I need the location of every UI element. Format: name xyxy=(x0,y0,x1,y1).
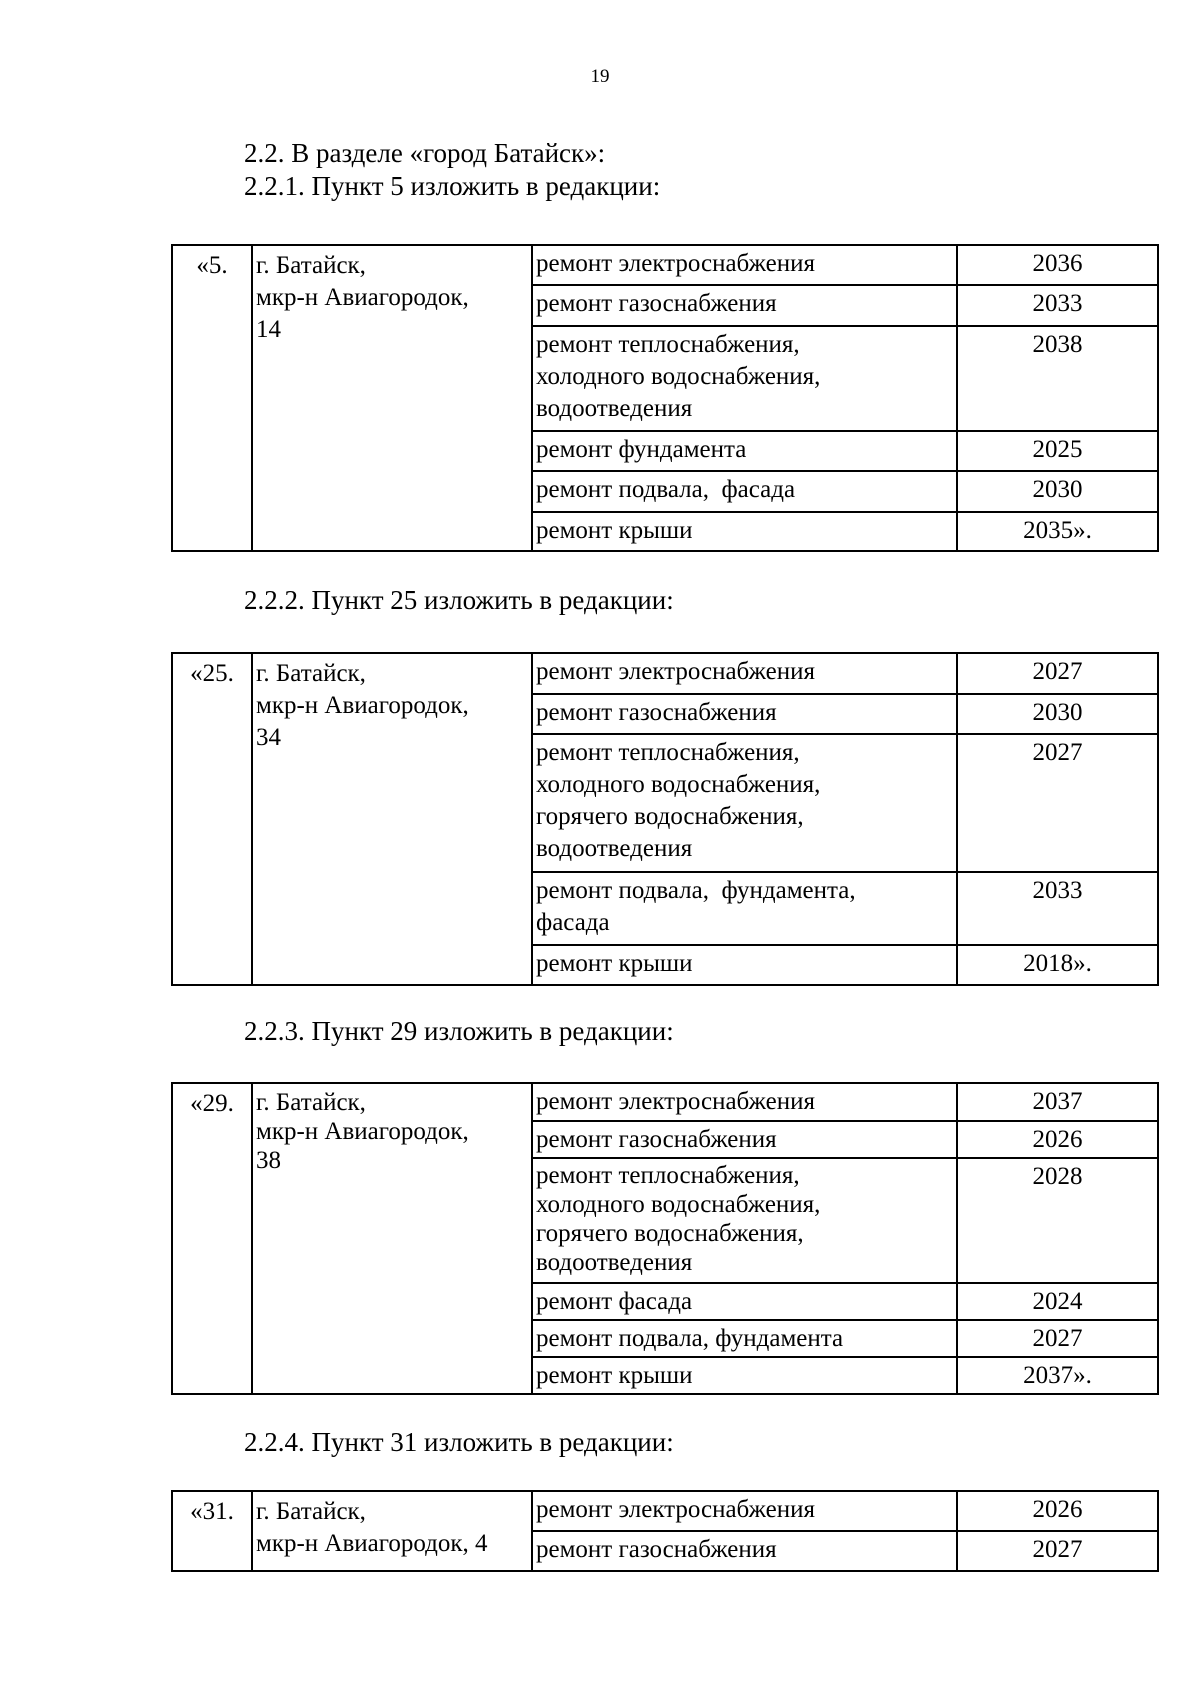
year: 2030 xyxy=(957,471,1158,512)
work-type xyxy=(532,872,957,945)
address-line: мкр-н Авиагородок, xyxy=(256,1118,469,1145)
address-cell xyxy=(252,1491,532,1571)
work-type: ремонт электроснабжения xyxy=(532,1491,957,1531)
year: 2027 xyxy=(957,1320,1158,1357)
work-type: ремонт электроснабжения xyxy=(532,245,957,285)
work-type: ремонт газоснабжения xyxy=(532,1121,957,1158)
section-heading: 2.2. В разделе «город Батайск»: xyxy=(244,138,606,168)
table-row xyxy=(172,653,1158,694)
address-line: г. Батайск, xyxy=(256,252,366,279)
address-line: мкр-н Авиагородок, xyxy=(256,284,469,311)
year: 2026 xyxy=(957,1491,1158,1531)
address-line: г. Батайск, xyxy=(256,1089,366,1116)
instruction-31: 2.2.4. Пункт 31 изложить в редакции: xyxy=(244,1427,674,1457)
work-line: водоотведения xyxy=(536,395,693,422)
page-number: 19 xyxy=(590,66,610,87)
work-line: фасада xyxy=(536,909,610,936)
table-row xyxy=(172,1491,1158,1531)
year: 2030 xyxy=(957,694,1158,734)
address-line: г. Батайск, xyxy=(256,1498,366,1525)
instruction-5: 2.2.1. Пункт 5 изложить в редакции: xyxy=(244,171,661,201)
work-type: ремонт газоснабжения xyxy=(532,1531,957,1571)
item-number: «5. xyxy=(172,245,252,551)
address-line: мкр-н Авиагородок, xyxy=(256,692,469,719)
year: 2027 xyxy=(957,1531,1158,1571)
work-type xyxy=(532,326,957,431)
work-type: ремонт фундамента xyxy=(532,431,957,471)
work-type: ремонт газоснабжения xyxy=(532,285,957,326)
work-line: водоотведения xyxy=(536,835,693,862)
year: 2028 xyxy=(957,1158,1158,1283)
address-cell xyxy=(252,653,532,985)
work-line: ремонт теплоснабжения, xyxy=(536,1162,800,1189)
work-type: ремонт подвала, фундамента xyxy=(532,1320,957,1357)
address-cell xyxy=(252,1083,532,1394)
year: 2026 xyxy=(957,1121,1158,1158)
year: 2033 xyxy=(957,285,1158,326)
year: 2024 xyxy=(957,1283,1158,1320)
work-type xyxy=(532,734,957,872)
year: 2035». xyxy=(957,512,1158,551)
year: 2027 xyxy=(957,734,1158,872)
year: 2027 xyxy=(957,653,1158,694)
year: 2037 xyxy=(957,1083,1158,1121)
work-type: ремонт крыши xyxy=(532,945,957,985)
instruction-25: 2.2.2. Пункт 25 изложить в редакции: xyxy=(244,585,674,615)
table-row xyxy=(172,245,1158,285)
year: 2033 xyxy=(957,872,1158,945)
work-line: холодного водоснабжения, xyxy=(536,363,821,390)
table-row xyxy=(172,1083,1158,1121)
work-line: холодного водоснабжения, xyxy=(536,771,821,798)
year: 2018». xyxy=(957,945,1158,985)
table-item-25 xyxy=(171,652,1159,986)
work-type: ремонт крыши xyxy=(532,512,957,551)
year: 2038 xyxy=(957,326,1158,431)
table-item-5 xyxy=(171,244,1159,552)
work-type: ремонт фасада xyxy=(532,1283,957,1320)
work-type: ремонт газоснабжения xyxy=(532,694,957,734)
table-item-29 xyxy=(171,1082,1159,1395)
work-line: горячего водоснабжения, xyxy=(536,1220,804,1247)
work-line: горячего водоснабжения, xyxy=(536,803,804,830)
table-item-31 xyxy=(171,1490,1159,1572)
item-number: «31. xyxy=(172,1491,252,1571)
work-type: ремонт подвала, фасада xyxy=(532,471,957,512)
address-cell xyxy=(252,245,532,551)
work-line: ремонт подвала, фундамента, xyxy=(536,877,856,904)
work-type: ремонт электроснабжения xyxy=(532,653,957,694)
year: 2037». xyxy=(957,1357,1158,1394)
work-line: водоотведения xyxy=(536,1249,693,1276)
work-line: холодного водоснабжения, xyxy=(536,1191,821,1218)
address-line: мкр-н Авиагородок, 4 xyxy=(256,1530,488,1557)
work-type: ремонт крыши xyxy=(532,1357,957,1394)
work-line: ремонт теплоснабжения, xyxy=(536,739,800,766)
address-line: г. Батайск, xyxy=(256,660,366,687)
year: 2025 xyxy=(957,431,1158,471)
instruction-29: 2.2.3. Пункт 29 изложить в редакции: xyxy=(244,1016,674,1046)
address-line: 34 xyxy=(256,724,281,751)
address-line: 14 xyxy=(256,316,281,343)
item-number: «25. xyxy=(172,653,252,985)
item-number: «29. xyxy=(172,1083,252,1394)
address-line: 38 xyxy=(256,1147,281,1174)
work-type xyxy=(532,1158,957,1283)
work-line: ремонт теплоснабжения, xyxy=(536,331,800,358)
year: 2036 xyxy=(957,245,1158,285)
work-type: ремонт электроснабжения xyxy=(532,1083,957,1121)
